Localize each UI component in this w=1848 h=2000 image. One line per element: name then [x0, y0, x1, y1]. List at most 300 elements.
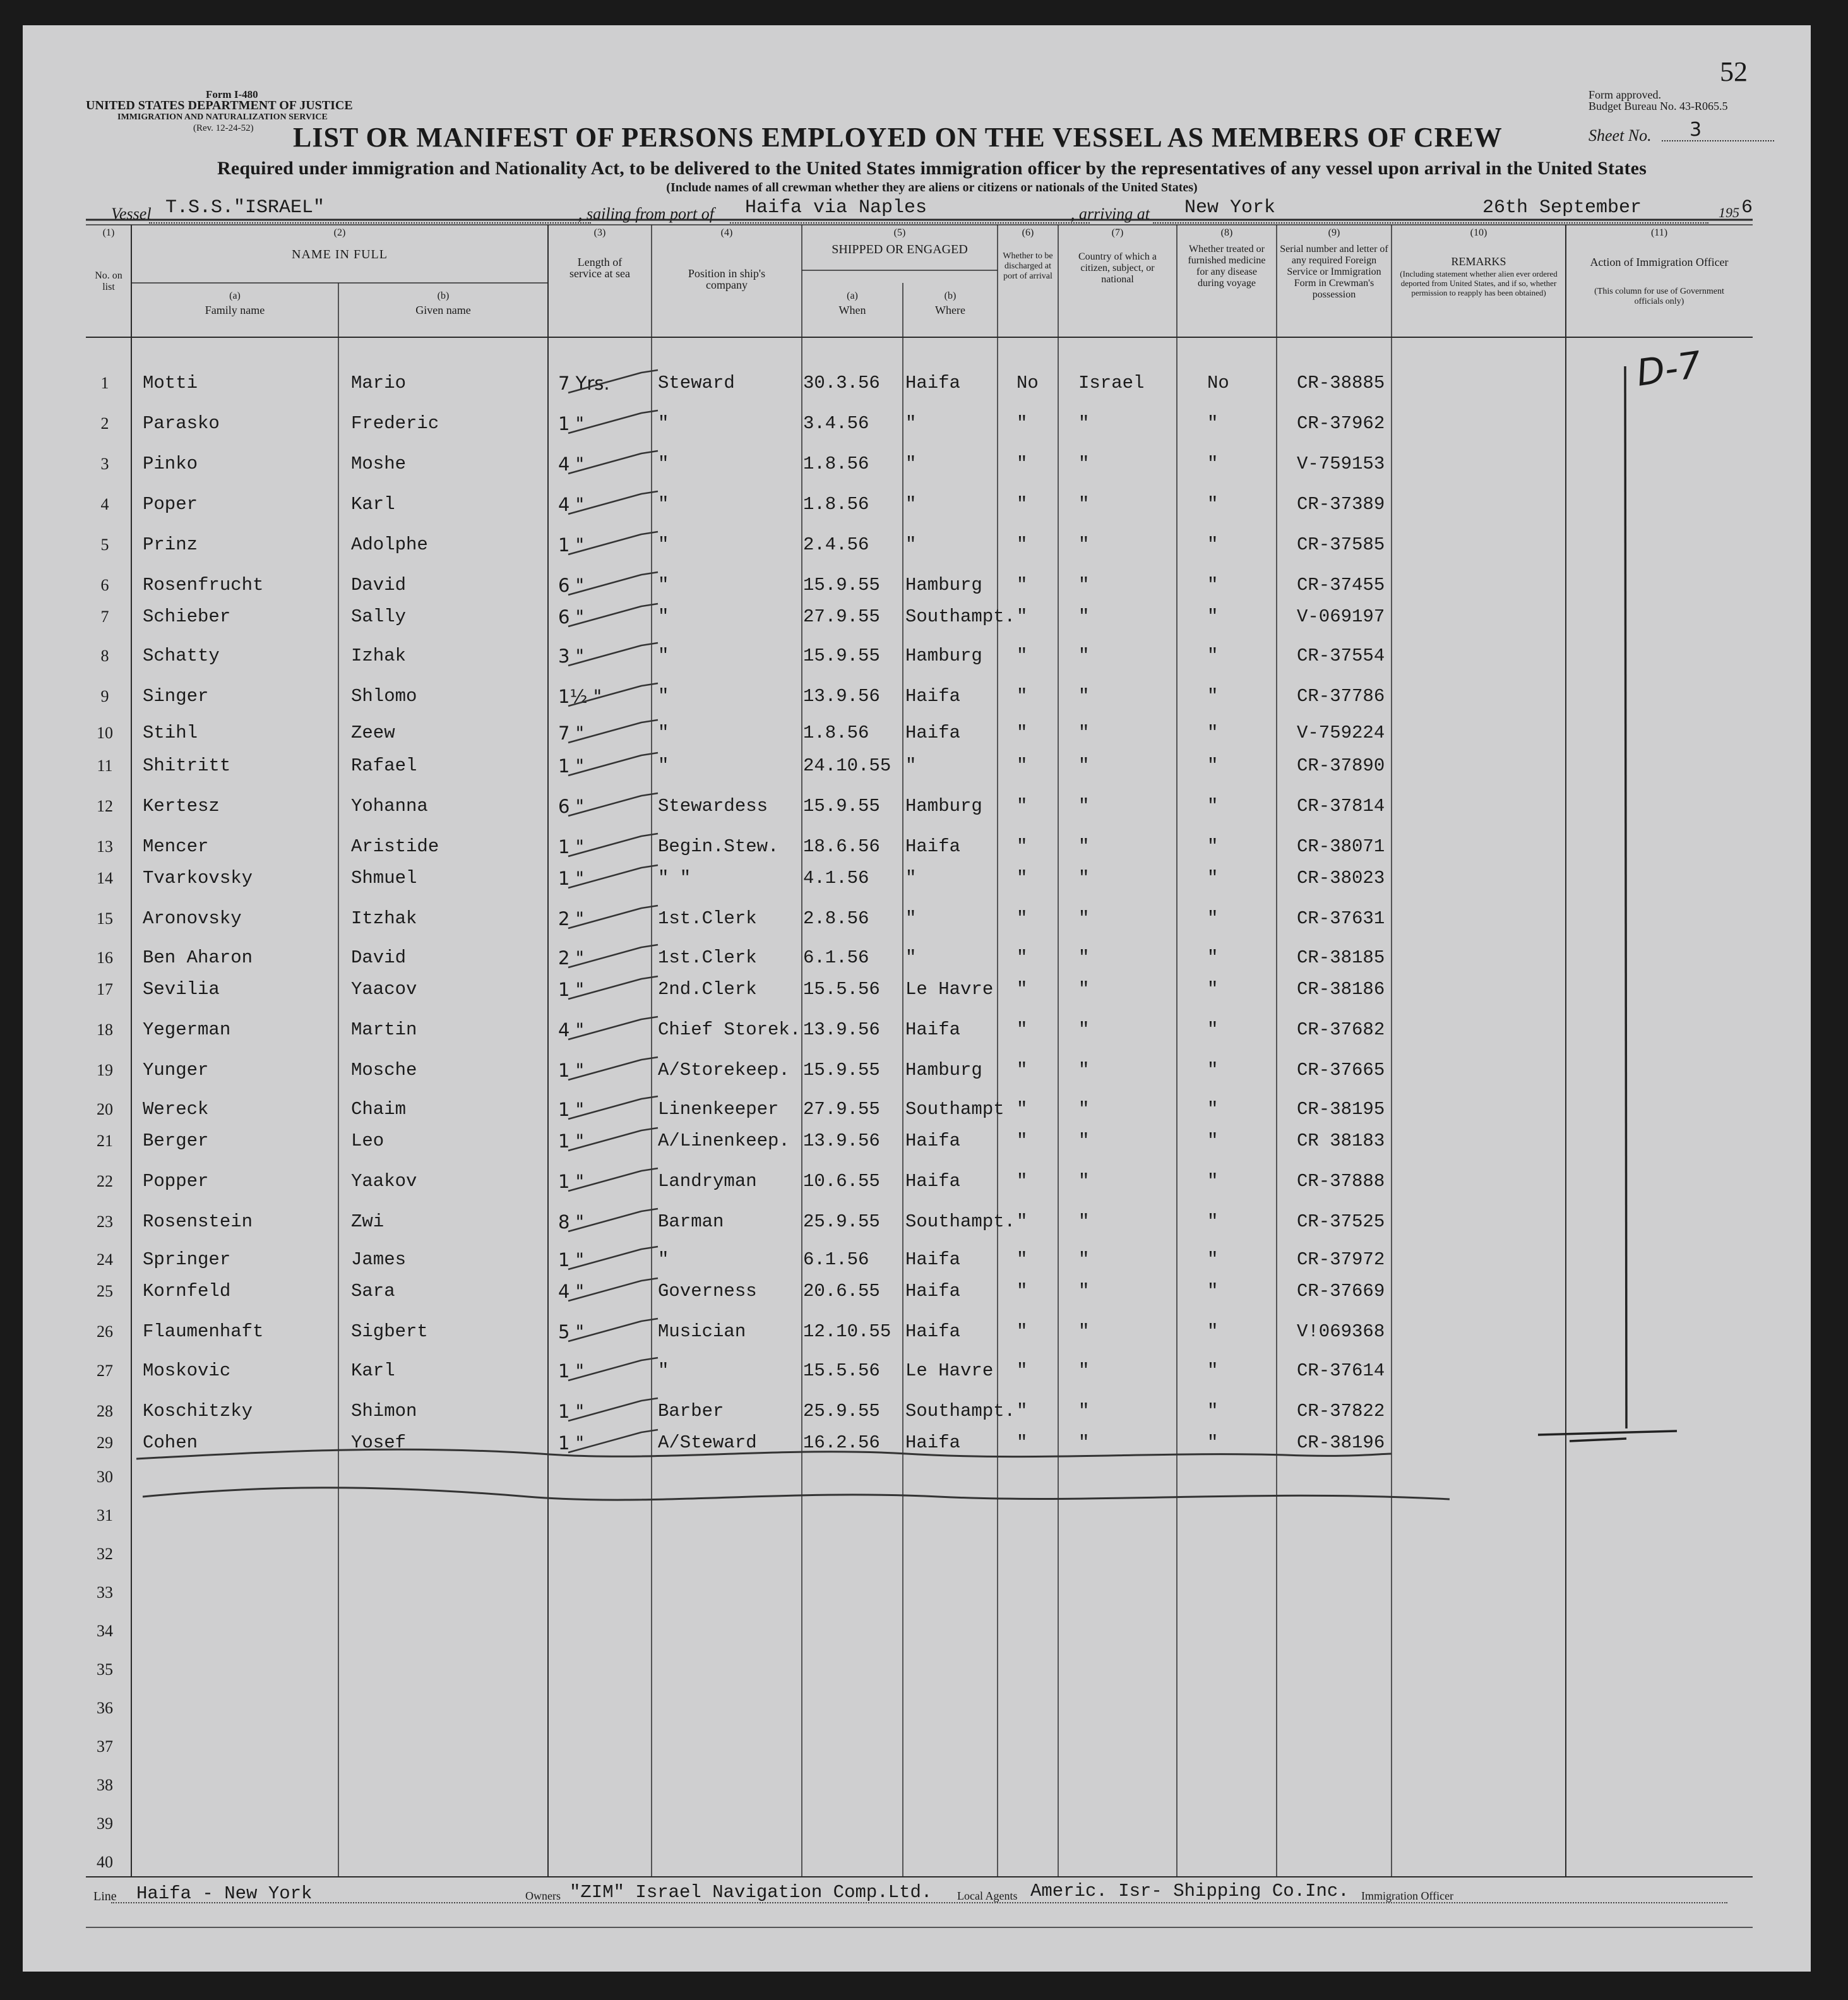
- given-name-cell: Izhak: [351, 645, 407, 666]
- country-cell: ": [1078, 1060, 1090, 1081]
- col7-number: (7): [1111, 227, 1124, 238]
- given-name-cell: Chaim: [351, 1099, 407, 1120]
- position-cell: Musician: [658, 1321, 746, 1342]
- medicine-cell: ": [1207, 1171, 1219, 1192]
- when-cell: 27.9.55: [803, 1099, 880, 1120]
- table-row: [23, 970, 1811, 1008]
- action-note: (This column for use of Government officials only): [1594, 287, 1724, 306]
- medicine-cell: ": [1207, 755, 1219, 776]
- where-cell: ": [905, 755, 917, 776]
- table-row: [23, 364, 1811, 402]
- discharged-cell: ": [1016, 1401, 1028, 1422]
- where-cell: Hamburg: [905, 645, 982, 666]
- table-row: [23, 787, 1811, 825]
- medicine-cell: ": [1207, 1321, 1219, 1342]
- family-name-cell: Rosenfrucht: [143, 575, 264, 596]
- position-cell: ": [658, 645, 669, 666]
- discharged-cell: ": [1016, 1130, 1028, 1151]
- country-cell: ": [1078, 908, 1090, 929]
- family-name-cell: Pinko: [143, 453, 198, 474]
- serial-cell: CR-38023: [1297, 868, 1385, 889]
- check-mark-icon: [566, 407, 660, 438]
- when-cell: 13.9.56: [803, 1130, 880, 1151]
- where-cell: ": [905, 868, 917, 889]
- discharged-cell: ": [1016, 1171, 1028, 1192]
- position-cell: 1st.Clerk: [658, 947, 757, 968]
- given-name-cell: Karl: [351, 494, 395, 515]
- country-cell: ": [1078, 1211, 1090, 1232]
- where-cell: Le Havre: [905, 979, 994, 1000]
- row-number: 3: [100, 455, 109, 473]
- discharged-cell: ": [1016, 1281, 1028, 1302]
- medicine-cell: ": [1207, 947, 1219, 968]
- country-cell: ": [1078, 755, 1090, 776]
- given-name-cell: Aristide: [351, 836, 439, 857]
- col9-number: (9): [1328, 227, 1340, 238]
- discharged-cell: ": [1016, 796, 1028, 817]
- medicine-cell: ": [1207, 534, 1219, 555]
- owners-name: "ZIM" Israel Navigation Comp.Ltd.: [569, 1882, 933, 1903]
- given-name-cell: Mario: [351, 373, 407, 393]
- medicine-cell: ": [1207, 722, 1219, 743]
- row-number: 24: [97, 1250, 113, 1269]
- when-cell: 27.9.55: [803, 606, 880, 627]
- position-cell: ": [658, 606, 669, 627]
- country-cell: ": [1078, 947, 1090, 968]
- family-name-cell: Motti: [143, 373, 198, 393]
- length-cell: 1 ": [558, 979, 585, 1000]
- country-cell: ": [1078, 534, 1090, 555]
- empty-row-number: 39: [97, 1814, 113, 1833]
- medicine-cell: ": [1207, 645, 1219, 666]
- medicine-cell: ": [1207, 796, 1219, 817]
- discharged-cell: ": [1016, 1019, 1028, 1040]
- agents-label: Local Agents: [957, 1889, 1018, 1902]
- when-cell: 13.9.56: [803, 1019, 880, 1040]
- medicine-cell: ": [1207, 1019, 1219, 1040]
- position-cell: Barber: [658, 1401, 724, 1422]
- when-cell: 12.10.55: [803, 1321, 891, 1342]
- owners-label: Owners: [525, 1889, 561, 1902]
- family-name-cell: Springer: [143, 1249, 231, 1270]
- row-number: 11: [97, 757, 113, 775]
- serial-cell: CR-37554: [1297, 645, 1385, 666]
- length-cell: 1 ": [558, 1171, 585, 1192]
- where-cell: ": [905, 534, 917, 555]
- col2b-letter: (b): [437, 290, 450, 301]
- serial-cell: CR-37962: [1297, 413, 1385, 434]
- given-name-cell: David: [351, 947, 407, 968]
- row-number: 26: [97, 1322, 113, 1341]
- row-number: 29: [97, 1434, 113, 1452]
- family-name-cell: Sevilia: [143, 979, 220, 1000]
- when-cell: 15.9.55: [803, 1060, 880, 1081]
- when-cell: 1.8.56: [803, 453, 869, 474]
- position-cell: Stewardess: [658, 796, 768, 817]
- revision-label: (Rev. 12-24-52): [193, 123, 254, 133]
- check-mark-icon: [566, 568, 660, 600]
- serial-cell: V-069197: [1297, 606, 1385, 627]
- serial-cell: CR-37814: [1297, 796, 1385, 817]
- where-cell: ": [905, 908, 917, 929]
- given-name-cell: Yohanna: [351, 796, 428, 817]
- country-cell: ": [1078, 606, 1090, 627]
- check-mark-icon: [566, 861, 660, 893]
- given-name-cell: James: [351, 1249, 407, 1270]
- country-cell: ": [1078, 722, 1090, 743]
- family-name-cell: Prinz: [143, 534, 198, 555]
- length-cell: 1 ": [558, 755, 585, 777]
- position-header: Position in ship's company: [688, 267, 766, 291]
- check-mark-icon: [566, 1013, 660, 1045]
- year-digit: 6: [1741, 197, 1753, 219]
- arriving-label: , arriving at: [1071, 205, 1150, 223]
- discharged-cell: ": [1016, 868, 1028, 889]
- col6-number: (6): [1022, 227, 1034, 238]
- country-cell: ": [1078, 1130, 1090, 1151]
- row-number: 2: [100, 414, 109, 433]
- col11-number: (11): [1650, 227, 1668, 238]
- check-mark-icon: [566, 789, 660, 821]
- length-cell: 1 ": [558, 836, 585, 858]
- length-cell: 1 ": [558, 1401, 585, 1422]
- length-cell: 1 ": [558, 534, 585, 556]
- medicine-cell: No: [1207, 373, 1229, 393]
- discharged-cell: ": [1016, 413, 1028, 434]
- when-cell: 15.9.55: [803, 796, 880, 817]
- discharged-cell: ": [1016, 908, 1028, 929]
- country-cell: ": [1078, 979, 1090, 1000]
- position-cell: Begin.Stew.: [658, 836, 779, 857]
- country-cell: ": [1078, 1099, 1090, 1120]
- length-cell: 7 ": [558, 722, 585, 744]
- sailing-from: Haifa via Naples: [745, 197, 927, 219]
- table-row: [23, 899, 1811, 937]
- given-name-cell: Mosche: [351, 1060, 417, 1081]
- length-cell: 1 ": [558, 1130, 585, 1152]
- row-number: 7: [100, 608, 109, 626]
- budget-bureau: Budget Bureau No. 43-R065.5: [1589, 100, 1728, 112]
- row-number: 13: [97, 837, 113, 856]
- serial-cell: V!069368: [1297, 1321, 1385, 1342]
- check-mark-icon: [566, 1243, 660, 1274]
- where-cell: Haifa: [905, 373, 961, 393]
- discharged-cell: ": [1016, 1099, 1028, 1120]
- table-row: [23, 859, 1811, 897]
- length-cell: 3 ": [558, 645, 585, 667]
- medicine-cell: ": [1207, 575, 1219, 596]
- family-name-cell: Tvarkovsky: [143, 868, 253, 889]
- medicine-cell: ": [1207, 836, 1219, 857]
- check-mark-icon: [566, 941, 660, 973]
- serial-cell: CR-37585: [1297, 534, 1385, 555]
- discharged-cell: ": [1016, 1321, 1028, 1342]
- table-row: [23, 1272, 1811, 1310]
- where-cell: Hamburg: [905, 1060, 982, 1081]
- when-cell: 6.1.56: [803, 947, 869, 968]
- arriving-at: New York: [1184, 197, 1276, 219]
- discharged-cell: ": [1016, 453, 1028, 474]
- serial-cell: CR-38885: [1297, 373, 1385, 393]
- officer-mark: D-7: [1633, 343, 1704, 395]
- medicine-cell: ": [1207, 606, 1219, 627]
- table-row: [23, 1162, 1811, 1200]
- remarks-header: REMARKS: [1451, 255, 1506, 268]
- family-name-cell: Berger: [143, 1130, 209, 1151]
- check-mark-icon: [566, 600, 660, 632]
- position-cell: A/Steward: [658, 1432, 757, 1453]
- check-mark-icon: [566, 973, 660, 1004]
- position-cell: ": [658, 575, 669, 596]
- table-row: [23, 485, 1811, 523]
- position-cell: Linenkeeper: [658, 1099, 779, 1120]
- discharged-cell: ": [1016, 606, 1028, 627]
- position-cell: ": [658, 755, 669, 776]
- col8-number: (8): [1220, 227, 1233, 238]
- when-cell: 15.5.56: [803, 1360, 880, 1381]
- remarks-note: (Including statement whether alien ever ordered deported from United States, and if so, whether permission to reapply has been obtained): [1400, 269, 1558, 297]
- length-cell: 2 ": [558, 947, 585, 969]
- empty-row-number: 31: [97, 1506, 113, 1524]
- where-cell: Haifa: [905, 836, 961, 857]
- row-number: 20: [97, 1100, 113, 1118]
- col10-number: (10): [1470, 227, 1487, 238]
- family-name-cell: Poper: [143, 494, 198, 515]
- manifest-title: LIST OR MANIFEST OF PERSONS EMPLOYED ON THE VESSEL AS MEMBERS OF CREW: [293, 122, 1503, 153]
- sailing-label: , sailing from port of: [578, 205, 715, 223]
- position-cell: Steward: [658, 373, 735, 393]
- page-number: 52: [1720, 56, 1748, 87]
- length-cell: 4 ": [558, 453, 585, 475]
- length-cell: 6 ": [558, 606, 585, 628]
- country-cell: ": [1078, 836, 1090, 857]
- length-cell: 6 ": [558, 575, 585, 596]
- given-name-cell: Yosef: [351, 1432, 407, 1453]
- country-cell: ": [1078, 413, 1090, 434]
- country-cell: ": [1078, 868, 1090, 889]
- where-cell: Hamburg: [905, 575, 982, 596]
- discharged-cell: ": [1016, 686, 1028, 707]
- check-mark-icon: [566, 528, 660, 560]
- length-cell: 7 Yrs.: [558, 373, 610, 394]
- position-cell: 1st.Clerk: [658, 908, 757, 929]
- col5-number: (5): [893, 227, 906, 238]
- row-number: 28: [97, 1402, 113, 1420]
- discharged-cell: ": [1016, 1249, 1028, 1270]
- check-mark-icon: [566, 1274, 660, 1306]
- row-number: 19: [97, 1061, 113, 1079]
- arrival-date: 26th September: [1482, 197, 1642, 219]
- family-name-cell: Rosenstein: [143, 1211, 253, 1232]
- medicine-header: Whether treated or furnished medicine for any disease during voyage: [1188, 244, 1266, 289]
- medicine-cell: ": [1207, 908, 1219, 929]
- length-cell: 6 ": [558, 796, 585, 817]
- medicine-cell: ": [1207, 494, 1219, 515]
- length-cell: 1 ": [558, 1360, 585, 1382]
- vessel-name: T.S.S."ISRAEL": [165, 197, 325, 219]
- empty-row-number: 30: [97, 1468, 113, 1486]
- col2a-letter: (a): [229, 290, 241, 301]
- where-header: Where: [935, 304, 965, 316]
- serial-cell: CR-37455: [1297, 575, 1385, 596]
- manifest-subtitle: Required under immigration and Nationality Act, to be delivered to the United States immigration officer by the representatives of any vessel upon arrival in the United States: [217, 158, 1647, 179]
- country-cell: ": [1078, 645, 1090, 666]
- where-cell: Haifa: [905, 722, 961, 743]
- manifest-sheet: [23, 25, 1811, 1972]
- family-name-cell: Cohen: [143, 1432, 198, 1453]
- discharged-cell: ": [1016, 1211, 1028, 1232]
- serial-cell: V-759153: [1297, 453, 1385, 474]
- col4-number: (4): [720, 227, 733, 238]
- when-cell: 2.4.56: [803, 534, 869, 555]
- country-cell: ": [1078, 686, 1090, 707]
- discharged-cell: ": [1016, 494, 1028, 515]
- serial-cell: CR-38196: [1297, 1432, 1385, 1453]
- sheet-number: 3: [1690, 119, 1702, 141]
- footer-line: [111, 1902, 1727, 1903]
- where-cell: Le Havre: [905, 1360, 994, 1381]
- table-row: [23, 404, 1811, 442]
- family-name-cell: Yunger: [143, 1060, 209, 1081]
- empty-row-number: 33: [97, 1583, 113, 1602]
- position-cell: A/Linenkeep.: [658, 1130, 790, 1151]
- given-name-cell: Martin: [351, 1019, 417, 1040]
- row-number: 4: [100, 495, 109, 513]
- medicine-cell: ": [1207, 1360, 1219, 1381]
- check-mark-icon: [566, 366, 660, 398]
- row-number: 10: [97, 724, 113, 742]
- check-mark-icon: [566, 639, 660, 671]
- serial-cell: CR-37665: [1297, 1060, 1385, 1081]
- medicine-cell: ": [1207, 1130, 1219, 1151]
- given-name-cell: Sigbert: [351, 1321, 428, 1342]
- length-cell: 1 ": [558, 1249, 585, 1271]
- family-name-cell: Mencer: [143, 836, 209, 857]
- shipped-header: SHIPPED OR ENGAGED: [832, 243, 968, 256]
- family-name-cell: Singer: [143, 686, 209, 707]
- when-cell: 15.9.55: [803, 575, 880, 596]
- when-cell: 25.9.55: [803, 1401, 880, 1422]
- where-cell: ": [905, 947, 917, 968]
- medicine-cell: ": [1207, 1211, 1219, 1232]
- where-cell: Haifa: [905, 1019, 961, 1040]
- check-mark-icon: [566, 680, 660, 711]
- where-cell: Haifa: [905, 1171, 961, 1192]
- table-row: [23, 677, 1811, 715]
- country-cell: ": [1078, 494, 1090, 515]
- check-mark-icon: [566, 902, 660, 933]
- when-cell: 18.6.56: [803, 836, 880, 857]
- check-mark-icon: [566, 1315, 660, 1346]
- when-cell: 16.2.56: [803, 1432, 880, 1453]
- when-cell: 1.8.56: [803, 494, 869, 515]
- given-name-cell: Zwi: [351, 1211, 385, 1232]
- when-cell: 10.6.55: [803, 1171, 880, 1192]
- length-cell: 1 ": [558, 1432, 585, 1454]
- country-cell: ": [1078, 453, 1090, 474]
- when-cell: 6.1.56: [803, 1249, 869, 1270]
- col5b-letter: (b): [944, 290, 957, 301]
- where-cell: Hamburg: [905, 796, 982, 817]
- vessel-label: Vessel: [111, 205, 152, 223]
- discharged-cell: ": [1016, 979, 1028, 1000]
- family-name-cell: Aronovsky: [143, 908, 242, 929]
- table-row: [23, 746, 1811, 784]
- country-cell: ": [1078, 1360, 1090, 1381]
- given-name-cell: Adolphe: [351, 534, 428, 555]
- row-number: 16: [97, 949, 113, 967]
- where-cell: ": [905, 494, 917, 515]
- check-mark-icon: [566, 1093, 660, 1124]
- family-name-header: Family name: [205, 304, 265, 316]
- discharged-cell: No: [1016, 373, 1039, 393]
- discharged-cell: ": [1016, 1060, 1028, 1081]
- medicine-cell: ": [1207, 1432, 1219, 1453]
- position-cell: ": [658, 453, 669, 474]
- serial-cell: V-759224: [1297, 722, 1385, 743]
- family-name-cell: Wereck: [143, 1099, 209, 1120]
- position-cell: ": [658, 413, 669, 434]
- discharged-cell: ": [1016, 534, 1028, 555]
- discharged-cell: ": [1016, 722, 1028, 743]
- line-route: Haifa - New York: [136, 1883, 313, 1904]
- form-number: Form I-480: [206, 88, 258, 100]
- medicine-cell: ": [1207, 1249, 1219, 1270]
- country-cell: Israel: [1078, 373, 1145, 393]
- discharged-cell: ": [1016, 947, 1028, 968]
- where-cell: Haifa: [905, 1281, 961, 1302]
- position-cell: ": [658, 534, 669, 555]
- row-number: 1: [100, 374, 109, 392]
- family-name-cell: Schieber: [143, 606, 231, 627]
- empty-row-number: 40: [97, 1853, 113, 1871]
- discharged-cell: ": [1016, 755, 1028, 776]
- serial-cell: CR-37888: [1297, 1171, 1385, 1192]
- row-number: 12: [97, 797, 113, 815]
- col3-number: (3): [593, 227, 606, 238]
- length-cell: 1 ": [558, 1099, 585, 1120]
- check-mark-icon: [566, 447, 660, 479]
- check-mark-icon: [566, 1165, 660, 1196]
- empty-row-number: 32: [97, 1545, 113, 1563]
- given-name-cell: David: [351, 575, 407, 596]
- country-cell: ": [1078, 1432, 1090, 1453]
- position-cell: Governess: [658, 1281, 757, 1302]
- length-cell: 4 ": [558, 1019, 585, 1041]
- table-row: [23, 1010, 1811, 1048]
- position-cell: Barman: [658, 1211, 724, 1232]
- family-name-cell: Parasko: [143, 413, 220, 434]
- serial-cell: CR-37972: [1297, 1249, 1385, 1270]
- serial-cell: CR-37822: [1297, 1401, 1385, 1422]
- length-cell: 1 ": [558, 1060, 585, 1081]
- family-name-cell: Moskovic: [143, 1360, 231, 1381]
- table-row: [23, 1423, 1811, 1461]
- col1-number: (1): [102, 227, 115, 238]
- check-mark-icon: [566, 1053, 660, 1085]
- serial-cell: CR-37890: [1297, 755, 1385, 776]
- manifest-subtitle-note: (Include names of all crewman whether they are aliens or citizens or nationals of the United States): [666, 181, 1198, 195]
- position-cell: 2nd.Clerk: [658, 979, 757, 1000]
- medicine-cell: ": [1207, 686, 1219, 707]
- serial-cell: CR-37631: [1297, 908, 1385, 929]
- when-cell: 1.8.56: [803, 722, 869, 743]
- where-cell: Haifa: [905, 1130, 961, 1151]
- position-cell: ": [658, 1249, 669, 1270]
- when-cell: 15.9.55: [803, 645, 880, 666]
- where-cell: Haifa: [905, 1321, 961, 1342]
- table-row: [23, 1122, 1811, 1159]
